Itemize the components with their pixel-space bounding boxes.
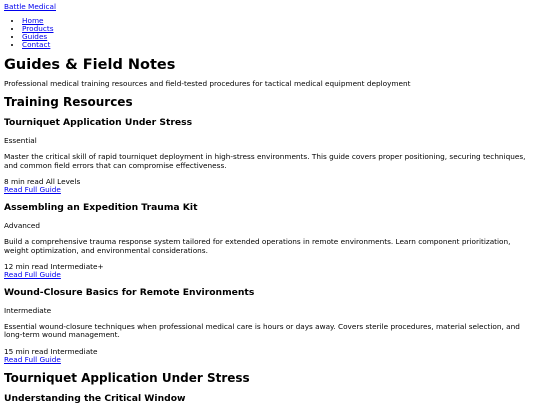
guide-meta <box>4 178 536 186</box>
guide-description: Master the critical skill of rapid tourniquet deployment in high-stress environments. This guide covers proper positioning, securing techniques, and common field errors that can compromise effectiveness. <box>4 152 526 170</box>
article-subheading: Understanding the Critical Window <box>4 392 186 404</box>
guide-level-badge: Essential <box>4 135 37 145</box>
main-nav <box>4 17 536 49</box>
site-header <box>4 3 536 49</box>
page-tagline: Professional medical training resources and field-tested procedures for tactical medical equipment deployment <box>4 79 411 89</box>
nav-item-contact <box>22 41 536 49</box>
guide-card-wound-closure <box>4 287 536 365</box>
nav-link-contact[interactable]: Contact <box>22 40 51 50</box>
guide-level-badge: Intermediate <box>4 305 52 315</box>
guide-read-time: 8 min read <box>4 176 44 186</box>
guide-level-badge: Advanced <box>4 220 41 230</box>
guide-audience: All Levels <box>45 176 81 186</box>
article-section <box>4 371 536 405</box>
nav-link-guides[interactable]: Guides <box>22 32 48 42</box>
nav-list <box>4 17 536 49</box>
nav-link-home[interactable]: Home <box>22 16 44 26</box>
guide-title: Tourniquet Application Under Stress <box>4 116 193 128</box>
nav-item-home <box>22 17 536 25</box>
guide-read-time: 15 min read <box>4 346 49 356</box>
nav-item-products <box>22 25 536 33</box>
training-resources-heading: Training Resources <box>4 94 133 109</box>
nav-item-guides <box>22 33 536 41</box>
guide-description: Essential wound-closure techniques when professional medical care is hours or days away. Covers sterile procedures, material selection, and long-term wound management. <box>4 322 520 340</box>
guide-meta <box>4 263 536 271</box>
brand-logo-link[interactable]: Battle Medical <box>4 2 56 11</box>
guide-audience: Intermediate <box>50 346 98 356</box>
page-title: Guides & Field Notes <box>4 57 176 74</box>
guide-audience: Intermediate+ <box>50 261 104 271</box>
guide-title: Assembling an Expedition Trauma Kit <box>4 201 198 213</box>
read-full-guide-link[interactable]: Read Full Guide <box>4 270 61 280</box>
guide-title: Wound-Closure Basics for Remote Environments <box>4 286 255 298</box>
guide-card-tourniquet <box>4 117 536 195</box>
article-heading: Tourniquet Application Under Stress <box>4 370 250 385</box>
guide-read-time: 12 min read <box>4 261 49 271</box>
guide-description: Build a comprehensive trauma response system tailored for extended operations in remote environments. Learn component prioritization, weight optimization, and environmental considerations. <box>4 237 511 255</box>
read-full-guide-link[interactable]: Read Full Guide <box>4 185 61 195</box>
guide-meta <box>4 348 536 356</box>
training-resources-section <box>4 95 536 365</box>
guide-card-trauma-kit <box>4 202 536 280</box>
nav-link-products[interactable]: Products <box>22 24 54 34</box>
read-full-guide-link[interactable]: Read Full Guide <box>4 355 61 365</box>
